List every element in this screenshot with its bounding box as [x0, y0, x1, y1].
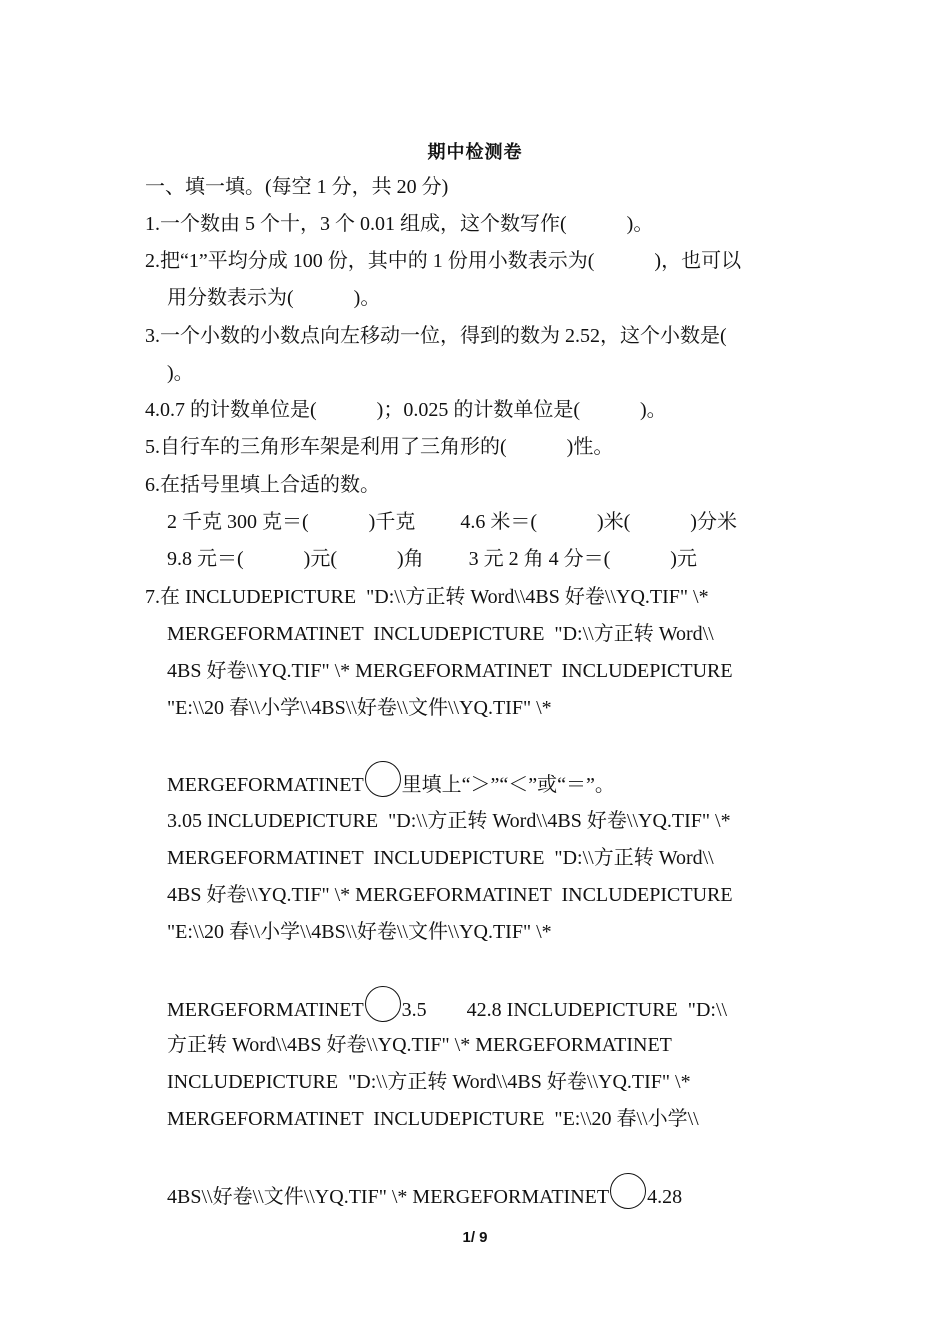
page-number: 1/ 9	[462, 1229, 488, 1246]
pair-2-line-1: 方正转 Word\\4BS 好卷\\YQ.TIF" \* MERGEFORMATINET	[167, 1034, 672, 1056]
pair-1-line-1: 3.05 INCLUDEPICTURE "D:\\方正转 Word\\4BS 好卷\\YQ.TIF" \*	[167, 810, 731, 832]
pair-1-line-5	[167, 986, 727, 1023]
pair-2-line-2: INCLUDEPICTURE "D:\\方正转 Word\\4BS 好卷\\YQ.TIF" \*	[167, 1071, 691, 1093]
question-6-row-1: 2 千克 300 克＝( )千克 4.6 米＝( )米( )分米	[167, 511, 737, 533]
pair-1-line-2: MERGEFORMATINET INCLUDEPICTURE "D:\\方正转 Word\\	[167, 847, 714, 869]
question-7-line-3: 4BS 好卷\\YQ.TIF" \* MERGEFORMATINET INCLUDEPICTURE	[167, 660, 733, 682]
question-3-cont: )。	[167, 362, 194, 384]
question-3: 3.一个小数的小数点向左移动一位，得到的数为 2.52，这个小数是(	[145, 325, 727, 347]
question-7: 7.在 INCLUDEPICTURE "D:\\方正转 Word\\4BS 好卷\\YQ.TIF" \*	[145, 586, 709, 608]
field-code-text: MERGEFORMATINET	[167, 774, 364, 796]
question-2-cont: 用分数表示为( )。	[167, 287, 381, 309]
field-code-text: MERGEFORMATINET	[167, 999, 364, 1021]
compare-circle[interactable]	[610, 1173, 646, 1209]
question-2: 2.把“1”平均分成 100 份，其中的 1 份用小数表示为( )，也可以	[145, 250, 742, 272]
compare-circle[interactable]	[365, 761, 401, 797]
question-6-row-2: 9.8 元＝( )元( )角 3 元 2 角 4 分＝( )元	[167, 548, 697, 570]
page-title: 期中检测卷	[427, 142, 523, 163]
question-7-line-5	[167, 761, 615, 798]
question-6: 6.在括号里填上合适的数。	[145, 474, 380, 496]
field-code-text: 4BS\\好卷\\文件\\YQ.TIF" \* MERGEFORMATINET	[167, 1186, 610, 1208]
question-7-line-4: "E:\\20 春\\小学\\4BS\\好卷\\文件\\YQ.TIF" \*	[167, 697, 552, 719]
instruction-text: 里填上“＞”“＜”或“＝”。	[401, 774, 615, 796]
pair-1-line-4: "E:\\20 春\\小学\\4BS\\好卷\\文件\\YQ.TIF" \*	[167, 921, 552, 943]
question-1: 1.一个数由 5 个十，3 个 0.01 组成，这个数写作( )。	[145, 213, 654, 235]
section-heading: 一、填一填。(每空 1 分，共 20 分)	[145, 176, 449, 198]
pair-2-line-3: MERGEFORMATINET INCLUDEPICTURE "E:\\20 春\\小学\\	[167, 1108, 699, 1130]
question-4: 4.0.7 的计数单位是( )；0.025 的计数单位是( )。	[145, 399, 667, 421]
comparison-text: 3.5 42.8 INCLUDEPICTURE "D:\\	[401, 999, 728, 1021]
pair-2-line-4	[167, 1173, 682, 1210]
question-7-line-2: MERGEFORMATINET INCLUDEPICTURE "D:\\方正转 Word\\	[167, 623, 714, 645]
question-5: 5.自行车的三角形车架是利用了三角形的( )性。	[145, 436, 614, 458]
compare-circle[interactable]	[365, 986, 401, 1022]
pair-1-line-3: 4BS 好卷\\YQ.TIF" \* MERGEFORMATINET INCLUDEPICTURE	[167, 884, 733, 906]
comparison-text: 4.28	[647, 1186, 683, 1208]
